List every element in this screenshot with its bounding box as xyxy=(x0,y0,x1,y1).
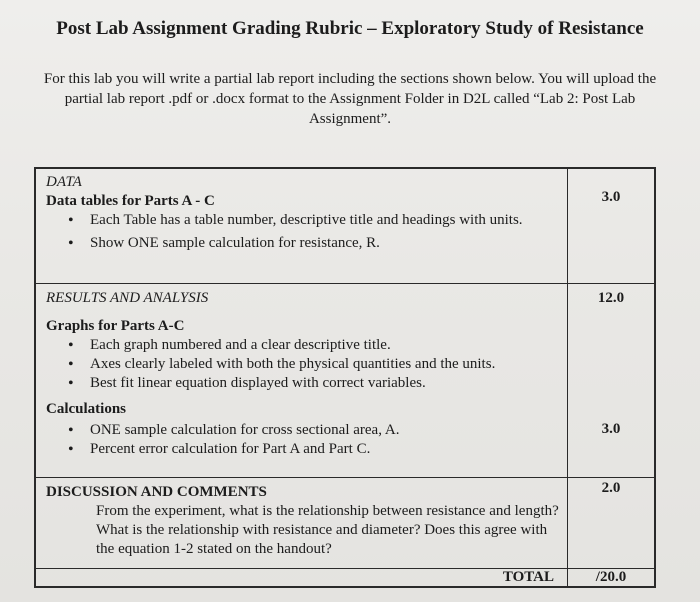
total-points: /20.0 xyxy=(595,569,627,585)
intro-paragraph: For this lab you will write a partial lab report including the sections shown below. You will upload the partial lab report .pdf or .docx format to the Assignment Folder in D2L called “Lab 2: Post Lab Assignment”. xyxy=(43,71,657,127)
rubric-table xyxy=(34,167,656,588)
graphs-bullet: • Axes clearly labeled with both the physical quantities and the units. xyxy=(46,355,561,374)
graphs-heading: Graphs for Parts A-C xyxy=(46,318,185,334)
data-subheading: Data tables for Parts A - C xyxy=(46,193,215,209)
discussion-section xyxy=(46,483,561,559)
data-bullet: • Show ONE sample calculation for resistance, R. xyxy=(46,234,561,253)
row-divider xyxy=(36,283,654,284)
row-divider xyxy=(36,568,654,569)
graphs-bullet: • Each graph numbered and a clear descriptive title. xyxy=(46,336,561,355)
calculations-bullet-list xyxy=(46,421,561,459)
discussion-points: 2.0 xyxy=(601,480,621,496)
calculations-points: 3.0 xyxy=(601,421,621,437)
data-section xyxy=(46,173,561,253)
discussion-text: From the experiment, what is the relationship between resistance and length? What is the relationship with resistance and diameter? Does this agree with the equation 1-2 stated on the handout? xyxy=(96,503,559,557)
data-bullet: • Each Table has a table number, descriptive title and headings with units. xyxy=(46,211,561,230)
calculations-bullet: • ONE sample calculation for cross sectional area, A. xyxy=(46,421,561,440)
graphs-bullet-list xyxy=(46,336,561,393)
calculations-heading: Calculations xyxy=(46,401,127,417)
graphs-points: 12.0 xyxy=(597,290,625,306)
row-divider xyxy=(36,477,654,478)
discussion-heading: DISCUSSION AND COMMENTS xyxy=(46,484,267,500)
data-points: 3.0 xyxy=(601,189,621,205)
data-bullet-list xyxy=(46,211,561,253)
graphs-bullet: • Best fit linear equation displayed with correct variables. xyxy=(46,374,561,393)
column-divider xyxy=(567,169,568,586)
page-title: Post Lab Assignment Grading Rubric – Exploratory Study of Resistance xyxy=(56,18,644,39)
total-label: TOTAL xyxy=(502,569,554,585)
results-heading: RESULTS AND ANALYSIS xyxy=(46,290,209,306)
data-heading: DATA xyxy=(46,174,82,190)
calculations-bullet: • Percent error calculation for Part A and Part C. xyxy=(46,440,561,459)
results-section xyxy=(46,289,561,459)
